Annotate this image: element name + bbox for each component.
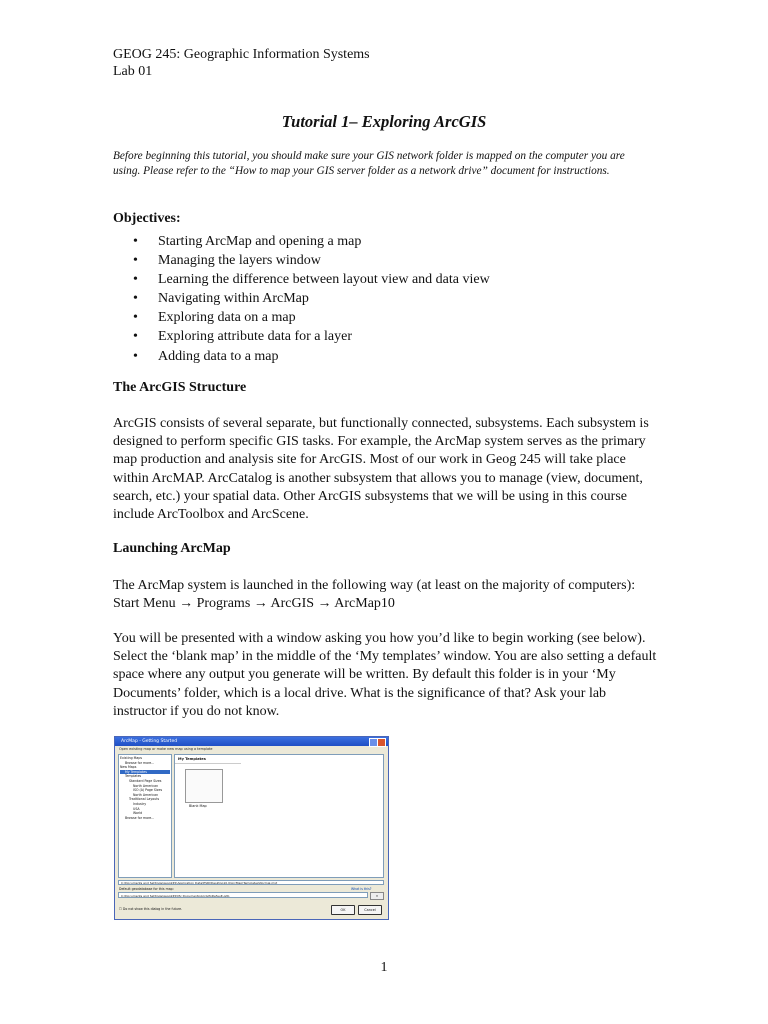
tree-item: North American [133, 783, 159, 788]
tree-item: Standard Page Sizes [129, 778, 162, 783]
tree-item: USA [133, 806, 140, 811]
intro-paragraph: Before beginning this tutorial, you should make sure your GIS network folder is mapped on the computer you are using. Please refer to the “How to map your GIS server folder as a network drive” document for instructions. [113, 150, 625, 177]
what-is-this-link: What is this? [351, 887, 372, 891]
launching-paragraph: The ArcMap system is launched in the following way (at least on the majority of computers): Start Menu → Programs → ArcGIS → ArcMap10 [113, 578, 636, 612]
gdb-path-field: C:\Documents and Settings\geog245\My Documents\ArcGIS\Default.gdb [118, 892, 368, 898]
template-path: C:\Documents and Settings\geog245\Application Data\ESRI\Desktop10.0\ArcMap\Templates\Normal.mxt [118, 880, 384, 885]
blank-map-thumbnail [185, 769, 223, 803]
objectives-list [133, 232, 490, 366]
objective-item: • Managing the layers window [133, 251, 490, 270]
tree-item: Industry [133, 801, 147, 806]
gdb-label: Default geodatabase for this map: [119, 887, 174, 891]
tree-item: World [133, 811, 143, 816]
template-tree [118, 754, 172, 878]
dialog-title: ArcMap - Getting Started [121, 739, 178, 744]
tree-item: Browse for more... [125, 760, 155, 765]
tree-item: Traditional Layouts [129, 797, 160, 802]
blank-map-label: Blank Map [189, 804, 207, 808]
dialog-title-bar [115, 737, 388, 746]
tree-item: Templates [125, 774, 142, 779]
templates-panel [174, 754, 384, 878]
tree-item: New Maps [120, 765, 137, 770]
dialog-subtitle: Open existing map or make new map using a template [119, 747, 213, 751]
panel-header: My Templates [175, 755, 241, 764]
close-icon [377, 738, 386, 747]
tree-item: North American [133, 792, 159, 797]
tree-item: ISO (A) Page Sizes [133, 788, 163, 793]
tree-item: Existing Maps [120, 756, 143, 760]
checkbox-text: Do not show this dialog in the future. [122, 907, 183, 911]
arcmap-getting-started-screenshot [114, 736, 389, 920]
lab-number: Lab 01 [113, 64, 153, 79]
page-header [113, 46, 370, 80]
dialog-instructions-paragraph: You will be presented with a window asking you how you’d like to begin working (see below). Select the ‘blank map’ in the middle of the ‘My templates’ window. You are also setting a default space where any output you generate will be written. By default this folder is in your ‘My Documents’ folder, which is a local drive. What is the significance of that? Ask your lab instructor if you do not know. [113, 631, 657, 719]
objective-item: • Exploring attribute data for a layer [133, 327, 490, 346]
browse-folder-icon: ▾ [370, 892, 384, 900]
objective-item: • Navigating within ArcMap [133, 289, 490, 308]
course-title: GEOG 245: Geographic Information Systems [113, 47, 370, 62]
objective-item: • Starting ArcMap and opening a map [133, 232, 490, 251]
objectives-heading: Objectives: [113, 211, 181, 226]
objective-item: • Learning the difference between layout view and data view [133, 270, 490, 289]
tutorial-title: Tutorial 1– Exploring ArcGIS [281, 112, 487, 131]
tree-item: Browse for more... [125, 815, 155, 820]
dont-show-checkbox-label: ☐ Do not show this dialog in the future. [119, 907, 183, 911]
objective-item: • Exploring data on a map [133, 308, 490, 327]
structure-heading: The ArcGIS Structure [113, 380, 247, 395]
ok-button: OK [331, 905, 355, 915]
page-number: 1 [380, 960, 388, 975]
tree-item-selected: My Templates [120, 770, 170, 775]
cancel-button: Cancel [358, 905, 382, 915]
structure-paragraph: ArcGIS consists of several separate, but functionally connected, subsystems. Each subsystem is designed to perform specific GIS tasks. For example, the ArcMap system serves as the primary map production and analysis site for ArcGIS. Most of our work in Geog 245 will take place within ArcMAP. ArcCatalog is another subsystem that allows you to manage (view, document, search, etc.) your spatial data. Other ArcGIS subsystems that we will be using in this course include ArcToolbox and ArcScene. [113, 416, 649, 523]
launching-heading: Launching ArcMap [113, 541, 231, 556]
objective-item: • Adding data to a map [133, 347, 490, 366]
